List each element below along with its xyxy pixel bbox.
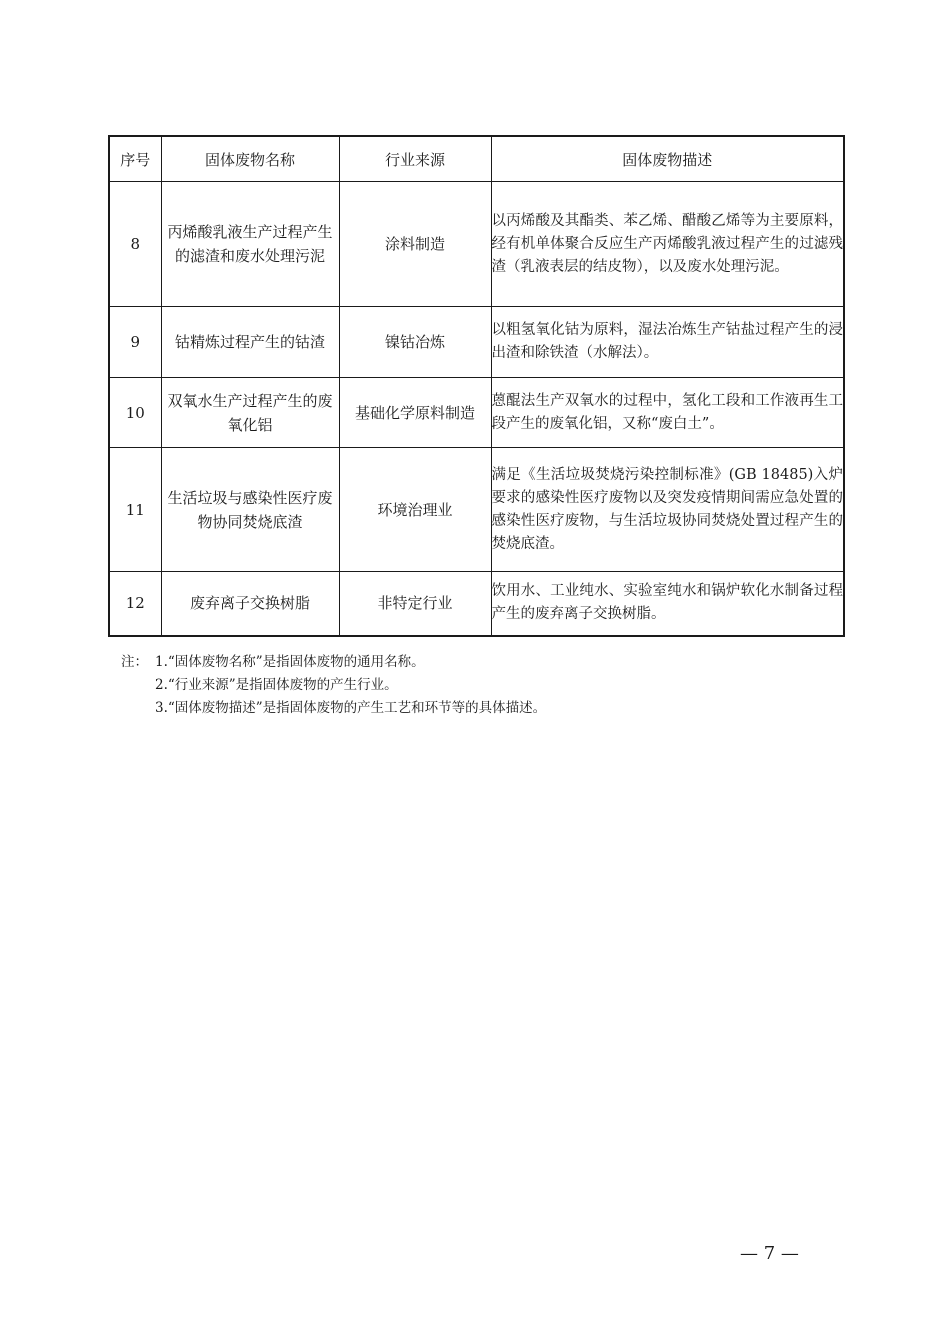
note-prefix: 注： [121,654,148,670]
header-serial-number: 序号 [109,136,161,182]
note-text: 3.“固体废物描述”是指固体废物的产生工艺和环节等的具体描述。 [155,700,547,716]
note-text: 1.“固体废物名称”是指固体废物的通用名称。 [155,654,425,670]
solid-waste-table [108,135,845,637]
cell-industry-source: 基础化学原料制造 [339,378,491,448]
cell-waste-name: 双氧水生产过程产生的废氧化铝 [161,378,339,448]
cell-waste-description: 以粗氢氧化钴为原料，湿法冶炼生产钴盐过程产生的浸出渣和除铁渣（水解法）。 [491,307,844,378]
cell-waste-description: 以丙烯酸及其酯类、苯乙烯、醋酸乙烯等为主要原料，经有机单体聚合反应生产丙烯酸乳液过程产生的过滤残渣（乳液表层的结皮物），以及废水处理污泥。 [491,182,844,307]
cell-waste-name: 生活垃圾与感染性医疗废物协同焚烧底渣 [161,448,339,572]
cell-serial-number: 12 [109,572,161,636]
cell-waste-description: 满足《生活垃圾焚烧污染控制标准》(GB 18485)入炉要求的感染性医疗废物以及突发疫情期间需应急处置的感染性医疗废物，与生活垃圾协同焚烧处置过程产生的焚烧底渣。 [491,448,844,572]
table-row [109,182,844,307]
cell-waste-name: 钴精炼过程产生的钴渣 [161,307,339,378]
table-header-row [109,136,844,182]
cell-industry-source: 非特定行业 [339,572,491,636]
header-industry-source: 行业来源 [339,136,491,182]
cell-serial-number: 8 [109,182,161,307]
note-text: 2.“行业来源”是指固体废物的产生行业。 [155,677,398,693]
table-notes [121,651,546,720]
cell-waste-description: 饮用水、工业纯水、实验室纯水和锅炉软化水制备过程产生的废弃离子交换树脂。 [491,572,844,636]
cell-industry-source: 环境治理业 [339,448,491,572]
table-row [109,307,844,378]
cell-serial-number: 11 [109,448,161,572]
cell-serial-number: 9 [109,307,161,378]
note-item [121,697,546,720]
table-row [109,572,844,636]
header-waste-name: 固体废物名称 [161,136,339,182]
cell-serial-number: 10 [109,378,161,448]
table-row [109,448,844,572]
table-row [109,378,844,448]
note-item [121,674,546,697]
cell-waste-name: 废弃离子交换树脂 [161,572,339,636]
cell-waste-name: 丙烯酸乳液生产过程产生的滤渣和废水处理污泥 [161,182,339,307]
header-waste-description: 固体废物描述 [491,136,844,182]
cell-waste-description: 蒽醌法生产双氧水的过程中，氢化工段和工作液再生工段产生的废氧化铝，又称“废白土”。 [491,378,844,448]
note-item [121,651,546,674]
cell-industry-source: 涂料制造 [339,182,491,307]
page-number: — 7 — [740,1243,799,1264]
cell-industry-source: 镍钴冶炼 [339,307,491,378]
